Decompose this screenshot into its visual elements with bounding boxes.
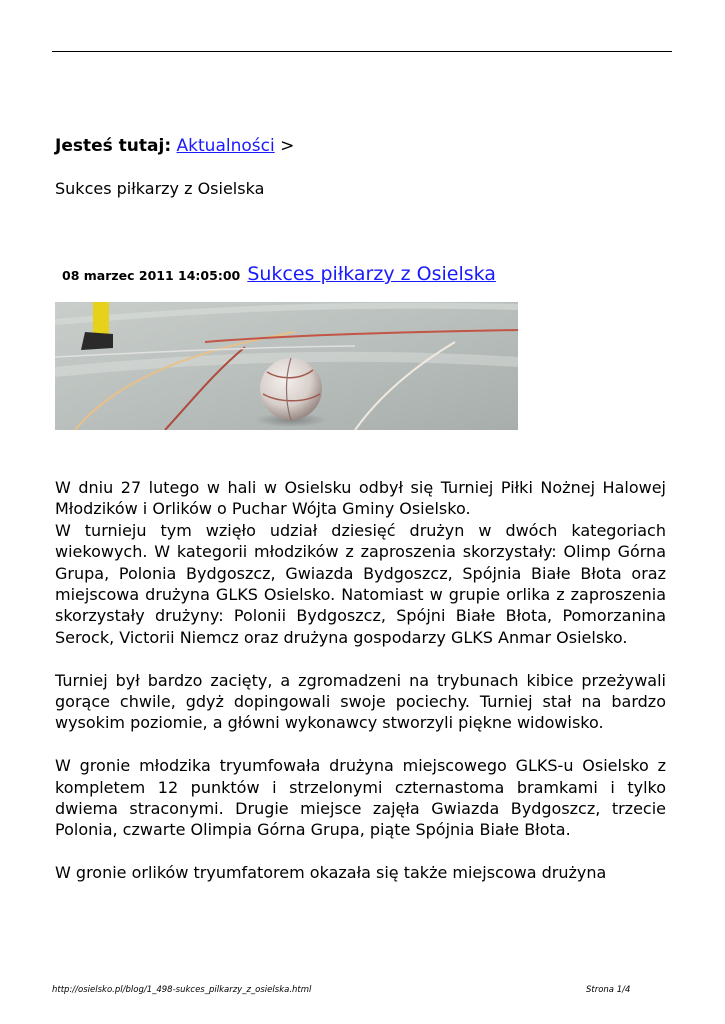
- breadcrumb: [55, 136, 294, 156]
- header-rule: [52, 51, 672, 52]
- football-photo-svg: [55, 302, 518, 430]
- post-title-link[interactable]: Sukces piłkarzy z Osielska: [247, 263, 496, 285]
- post-date: 08 marzec 2011 14:05:00: [62, 268, 241, 283]
- breadcrumb-link-news[interactable]: Aktualności: [176, 136, 275, 156]
- article-paragraph-text: W turnieju tym wzięło udział dziesięć drużyn w dwóch kategoriach wiekowych. W kategorii młodzików z zaproszenia skorzystały: Olimp Górna Grupa, Polonia Bydgoszcz, Gwiazda Bydgoszcz, Spójnia Białe Błota oraz miejscowa drużyna GLKS Osielsko. Natomiast w grupie orlika z zaproszenia skorzystały drużyny: Polonii Bydgoszcz, Spójni Białe Błota, Pomorzanina Serock, Victorii Niemcz oraz drużyna gospodarzy GLKS Anmar Osielsko.: [55, 520, 666, 647]
- article-paragraph: Turniej był bardzo zacięty, a zgromadzeni na trybunach kibice przeżywali gorące chwile, gdyż dopingowali swoje pociechy. Turniej stał na bardzo wysokim poziomie, a główni wykonawcy stworzyli piękne widowisko.: [55, 670, 666, 733]
- article-paragraph-text: W dniu 27 lutego w hali w Osielsku odbył się Turniej Piłki Nożnej Halowej Młodzików i Orlików o Puchar Wójta Gminy Osielsko.: [55, 478, 666, 519]
- article-paragraph: W gronie orlików tryumfatorem okazała się także miejscowa drużyna: [55, 863, 607, 883]
- breadcrumb-label: Jesteś tutaj:: [55, 136, 172, 156]
- footer-url: http://osielsko.pl/blog/1_498-sukces_pilkarzy_z_osielska.html: [52, 985, 312, 995]
- post-header: [62, 263, 496, 285]
- article-body: [55, 477, 666, 905]
- breadcrumb-separator: >: [280, 136, 295, 156]
- page-title: Sukces piłkarzy z Osielska: [55, 179, 265, 198]
- football-photo: [55, 302, 518, 430]
- footer-page-number: Strona 1/4: [586, 985, 631, 995]
- article-paragraph: W gronie młodzika tryumfowała drużyna miejscowego GLKS-u Osielsko z kompletem 12 punktów i strzelonymi czternastoma bramkami i tylko dwiema straconymi. Drugie miejsce zajęła Gwiazda Bydgoszcz, trzecie Polonia, czwarte Olimpia Górna Grupa, piąte Spójnia Białe Błota.: [55, 756, 666, 840]
- article-paragraph: [55, 477, 666, 648]
